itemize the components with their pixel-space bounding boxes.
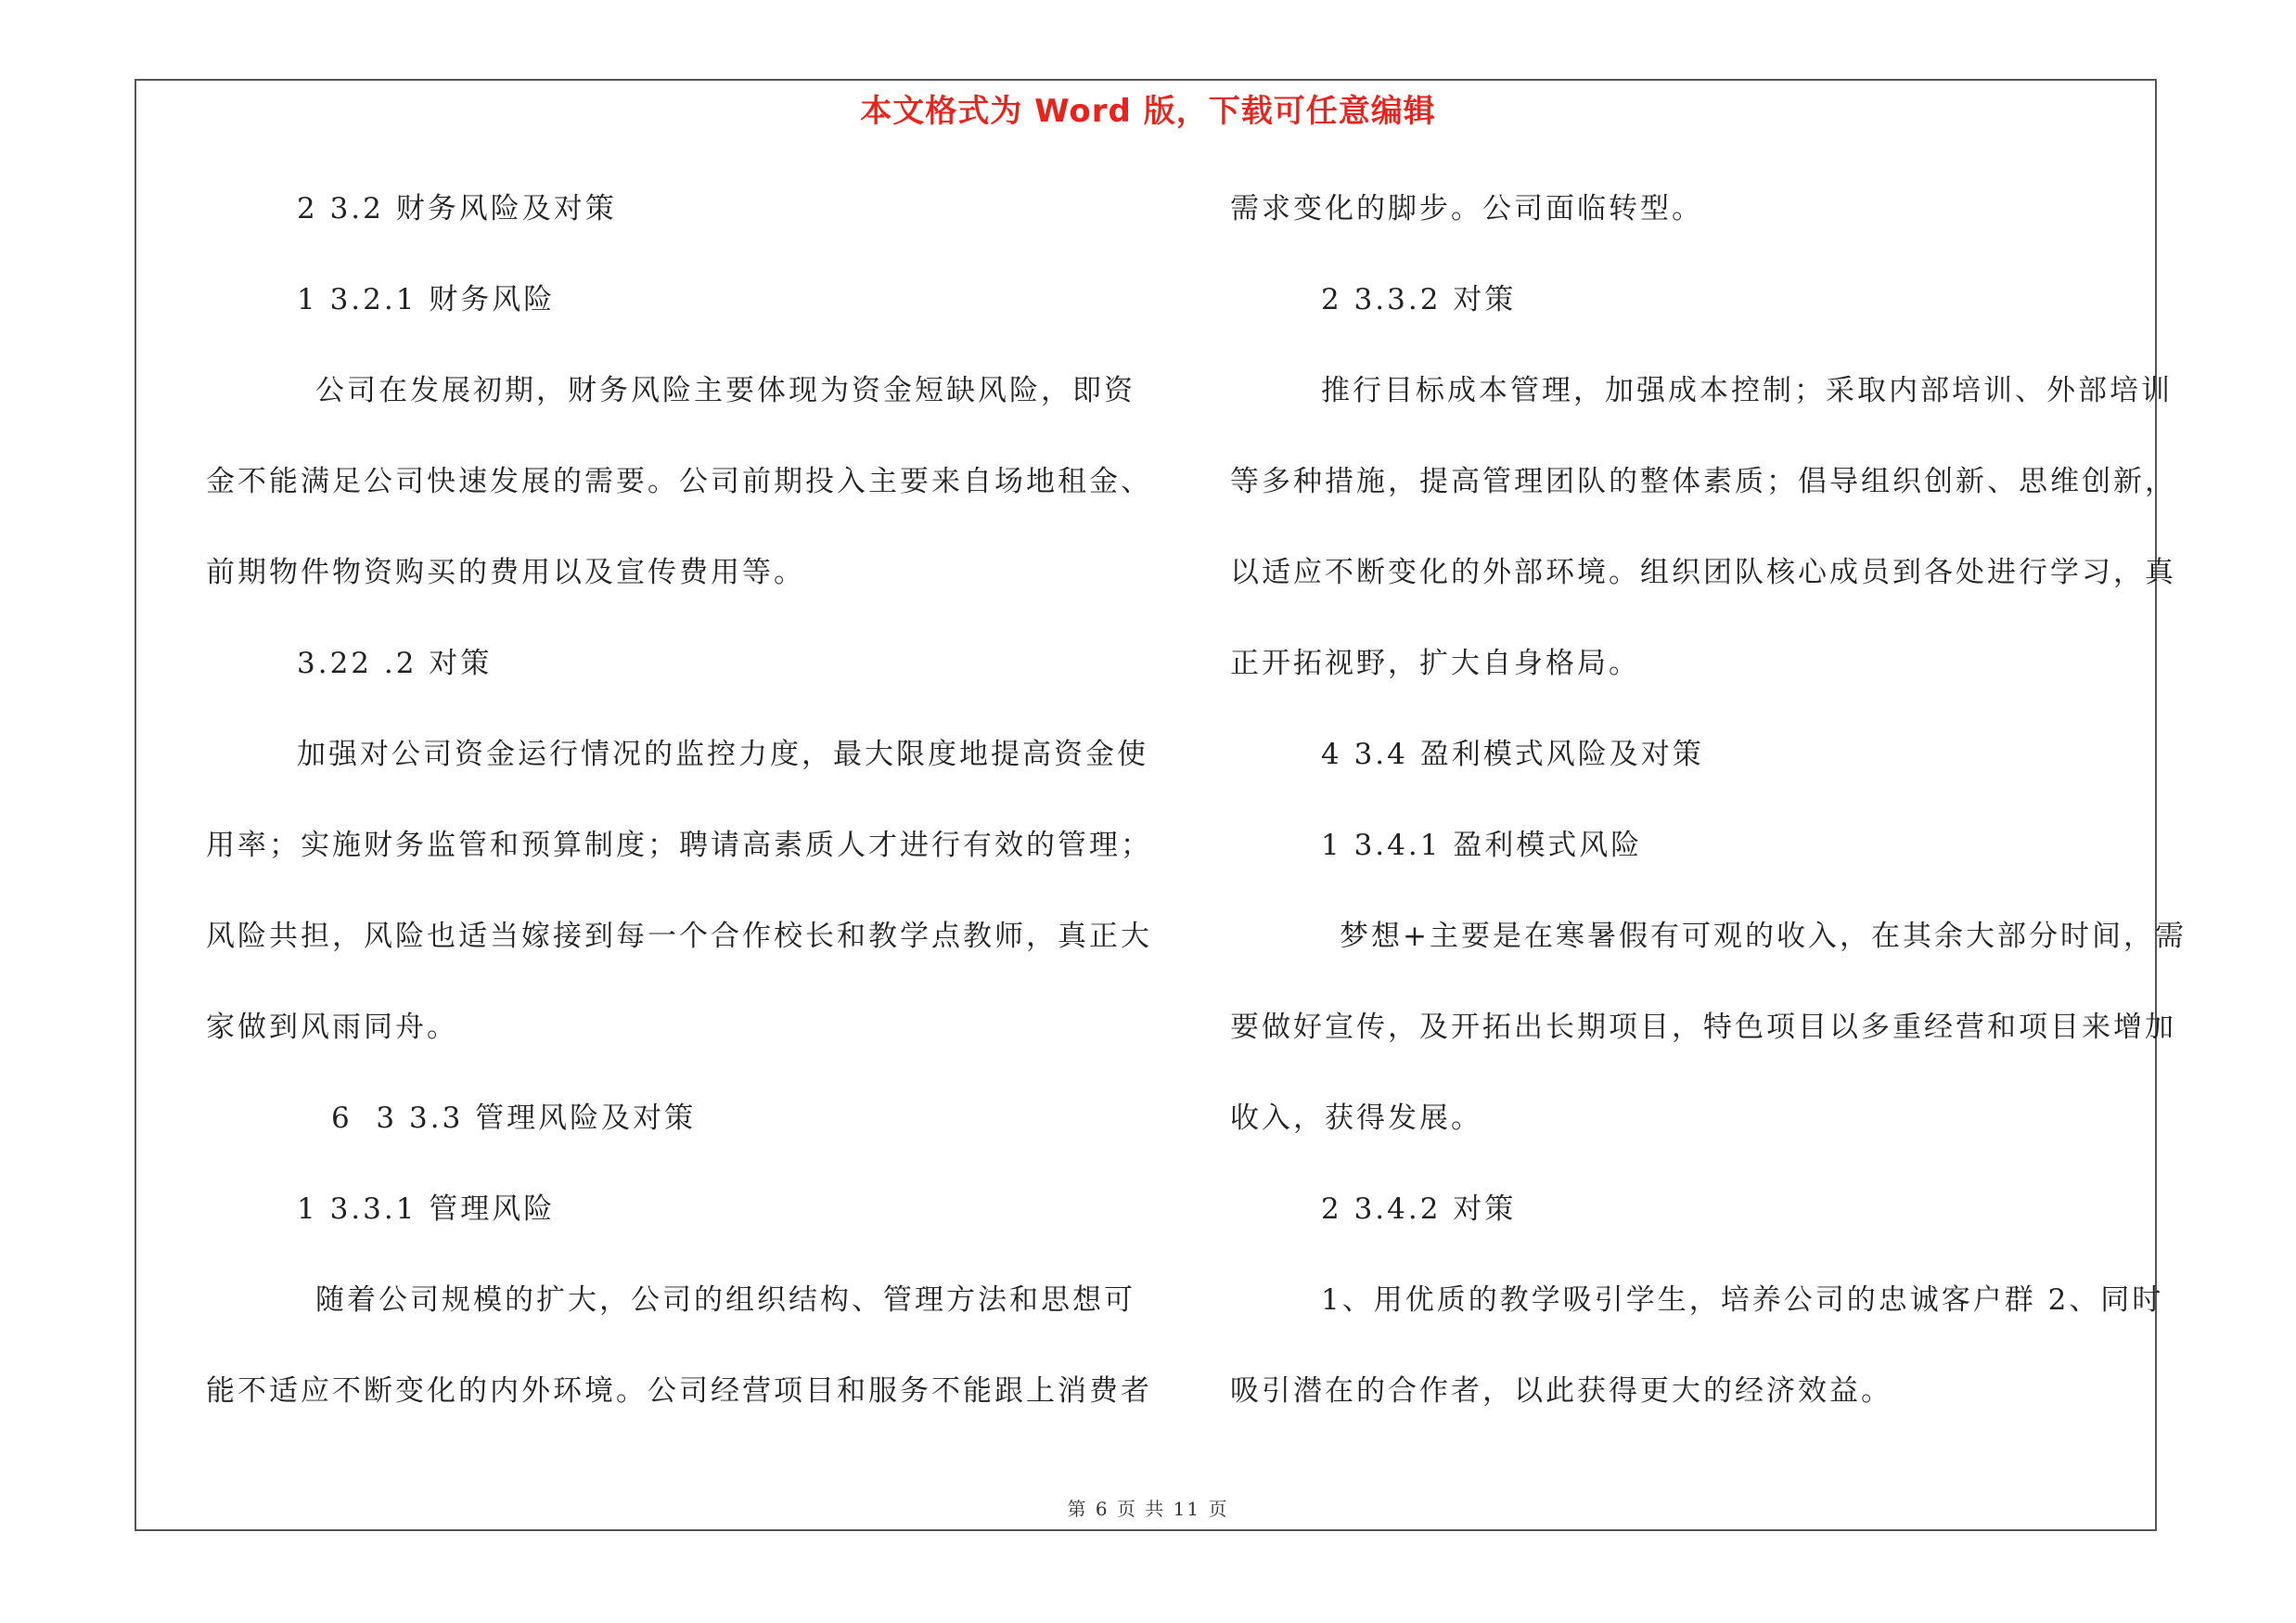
paragraph-line: 以适应不断变化的外部环境。组织团队核心成员到各处进行学习，真 (1230, 556, 2176, 589)
right-column (1230, 176, 2187, 1449)
heading-3-3-2: 2 3.3.2 对策 (1321, 283, 1517, 316)
paragraph-line: 梦想+主要是在寒暑假有可观的收入，在其余大部分时间，需 (1340, 920, 2187, 953)
paragraph-line: 公司在发展初期，财务风险主要体现为资金短缺风险，即资 (315, 374, 1135, 407)
paragraph-line: 收入，获得发展。 (1230, 1101, 1482, 1135)
paragraph-line: 家做到风雨同舟。 (206, 1011, 458, 1044)
paragraph-line: 需求变化的脚步。公司面临转型。 (1230, 192, 1703, 225)
paragraph-line: 1、用优质的教学吸引学生，培养公司的忠诚客户群 2、同时 (1321, 1283, 2164, 1317)
banner-title: 本文格式为 Word 版，下载可任意编辑 (860, 93, 1436, 130)
paragraph-line: 前期物件物资购买的费用以及宣传费用等。 (206, 556, 805, 589)
paragraph-line: 推行目标成本管理，加强成本控制；采取内部培训、外部培训 (1321, 374, 2173, 407)
heading-3-2-2: 3.22 .2 对策 (297, 647, 493, 680)
paragraph-line: 吸引潜在的合作者，以此获得更大的经济效益。 (1230, 1374, 1892, 1408)
paragraph-line: 等多种措施，提高管理团队的整体素质；倡导组织创新、思维创新， (1230, 465, 2176, 498)
page-number-footer: 第 6 页 共 11 页 (1067, 1498, 1229, 1520)
heading-3-4-2: 2 3.4.2 对策 (1321, 1192, 1517, 1226)
paragraph-line: 风险共担，风险也适当嫁接到每一个合作校长和教学点教师，真正大 (206, 920, 1152, 953)
left-column (206, 176, 1171, 1449)
heading-3-2-1: 1 3.2.1 财务风险 (297, 283, 556, 316)
paragraph-line: 随着公司规模的扩大，公司的组织结构、管理方法和思想可 (315, 1283, 1135, 1317)
paragraph-line: 用率；实施财务监管和预算制度；聘请高素质人才进行有效的管理； (206, 829, 1152, 862)
paragraph-line: 要做好宣传，及开拓出长期项目，特色项目以多重经营和项目来增加 (1230, 1011, 2176, 1044)
paragraph-line: 能不适应不断变化的内外环境。公司经营项目和服务不能跟上消费者 (206, 1374, 1152, 1408)
paragraph-line: 正开拓视野，扩大自身格局。 (1230, 647, 1640, 680)
heading-3-3-1: 1 3.3.1 管理风险 (297, 1192, 556, 1226)
paragraph-line: 金不能满足公司快速发展的需要。公司前期投入主要来自场地租金、 (206, 465, 1152, 498)
heading-3-4-1: 1 3.4.1 盈利模式风险 (1321, 829, 1643, 862)
heading-3-3: 6 3 3.3 管理风险及对策 (331, 1101, 697, 1135)
paragraph-line: 加强对公司资金运行情况的监控力度，最大限度地提高资金使 (297, 738, 1148, 771)
heading-3-2: 2 3.2 财务风险及对策 (297, 192, 617, 225)
heading-3-4: 4 3.4 盈利模式风险及对策 (1321, 738, 1704, 771)
